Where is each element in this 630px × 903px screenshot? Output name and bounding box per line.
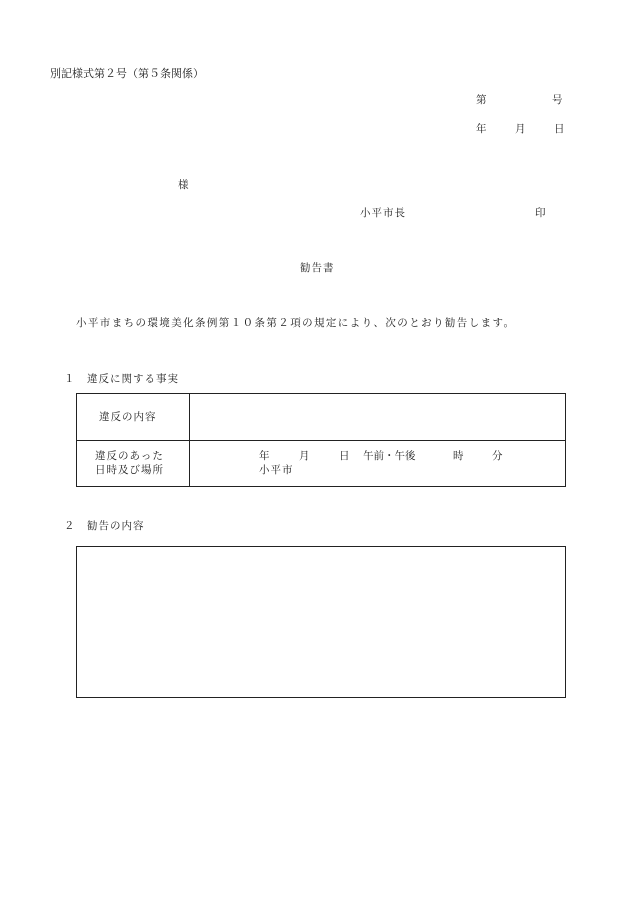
issuer-name: 小平市長 — [360, 207, 406, 219]
place-prefix: 小平市 — [259, 464, 294, 476]
datetime-year: 年 — [259, 450, 270, 462]
datetime-ampm: 午前・午後 — [363, 450, 416, 462]
violation-datetime-label-line2: 日時及び場所 — [95, 464, 164, 476]
issuer-seal: 印 — [535, 207, 546, 219]
violation-datetime-label-line1: 違反のあった — [95, 450, 164, 462]
recommendation-content-box[interactable] — [76, 546, 566, 698]
datetime-month: 月 — [299, 450, 310, 462]
violation-facts-table — [76, 393, 566, 487]
date-month: 月 — [515, 123, 526, 135]
form-id-label: 別記様式第２号（第５条関係） — [50, 67, 204, 80]
datetime-minute: 分 — [492, 450, 503, 462]
date-year: 年 — [476, 123, 487, 135]
violation-content-value[interactable] — [191, 395, 563, 439]
document-title: 勧告書 — [300, 262, 335, 274]
date-day: 日 — [554, 123, 565, 135]
table-row-divider — [77, 440, 565, 441]
section1-heading: １ 違反に関する事実 — [64, 373, 179, 385]
addressee-suffix: 様 — [178, 179, 189, 191]
section2-heading: ２ 勧告の内容 — [64, 520, 145, 532]
document-number-suffix: 号 — [552, 94, 563, 106]
datetime-hour: 時 — [453, 450, 464, 462]
document-number-prefix: 第 — [476, 94, 487, 106]
datetime-day: 日 — [339, 450, 350, 462]
violation-content-label: 違反の内容 — [99, 411, 157, 423]
intro-text: 小平市まちの環境美化条例第１０条第２項の規定により、次のとおり勧告します。 — [76, 317, 516, 329]
